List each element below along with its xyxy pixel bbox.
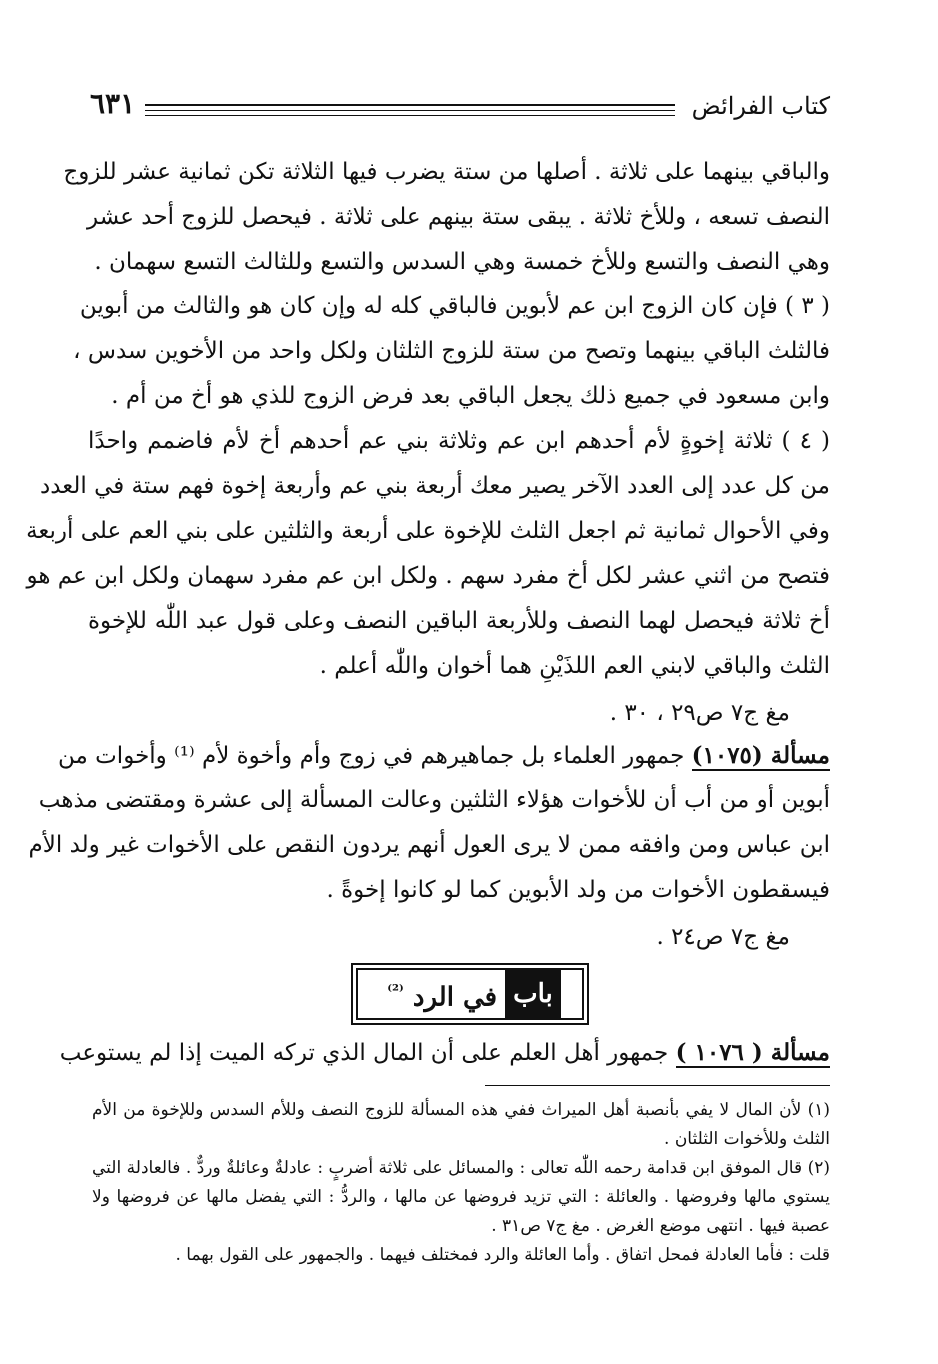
text-line: فتصح من اثني عشر لكل أخ مفرد سهم . ولكل ابن عم مفرد سهمان ولكل ابن عم هو [26, 563, 830, 589]
text-run: جمهور العلماء بل جماهيرهم في زوج وأم وأخوة لأم ⁽¹⁾ وأخوات من [58, 743, 692, 769]
chapter-heading-label: باب [505, 970, 561, 1018]
masala-1075 [28, 733, 830, 961]
header-rule [145, 110, 675, 111]
header-rule [145, 104, 675, 106]
text-line: أبوين أو من أب أن للأخوات هؤلاء الثلثين وعالت المسألة إلى عشرة ومقتضى مذهب [38, 787, 830, 813]
text-line: والباقي بينهما على ثلاثة . أصلها من ستة يضرب فيها الثلاثة تكن ثمانية عشر للزوج [63, 159, 830, 185]
chapter-heading [356, 968, 584, 1020]
page-header [90, 84, 830, 128]
masala-label: مسألة ( ١٠٧٦ ) [675, 1039, 830, 1066]
text-run: جمهور أهل العلم على أن المال الذي تركه الميت إذا لم يستوعب [59, 1040, 676, 1066]
masala-1076 [59, 1030, 830, 1075]
page-number: ٦٣١ [90, 87, 136, 120]
text-line: فيسقطون الأخوات من ولد الأبوين كما لو كانوا إخوةً . [326, 877, 830, 903]
text-line: ( ٤ ) ثلاثة إخوةٍ لأم أحدهم ابن عم وثلاثة بني عم أحدهم أخ لأم فاضمم واحدًا [88, 428, 830, 454]
text-line [58, 733, 830, 778]
chapter-heading-title [379, 967, 505, 1022]
footnote-line: قلت : فأما العادلة فمحل اتفاق . وأما العائلة والرد فمختلف فيهما . والجمهور على القول بهما . [175, 1245, 830, 1265]
footnote-separator [485, 1085, 830, 1086]
text-line: وهي النصف والتسع وللأخ خمسة وهي السدس والتسع وللثالث التسع سهمان . [94, 249, 830, 275]
text-line: النصف تسعه ، وللأخ ثلاثة . يبقى ستة بينهم على ثلاثة . فيحصل للزوج أحد عشر [87, 204, 830, 230]
footnote-line: عصبة فيها . انتهى موضع الغرض . مغ ج٧ ص٣١ . [491, 1216, 830, 1236]
running-title: كتاب الفرائض [691, 92, 830, 120]
paragraph-continuation [63, 150, 830, 285]
text-line: فالثلث الباقي بينهما وتصح من ستة للزوج الثلثان ولكل واحد من الأخوين سدس ، [73, 338, 830, 364]
header-rule [145, 115, 675, 116]
text-line: الثلث والباقي لابني العم اللذَيْنِ هما أخوان واللّٰه أعلم . [319, 653, 830, 679]
text-line: ابن عباس ومن وافقه ممن لا يرى العول أنهم يردون النقص على الأخوات غير ولد الأم [28, 832, 830, 858]
footnote-line: الثلث وللأخوات الثلثان . [664, 1129, 830, 1149]
text-line: وفي الأحوال ثمانية ثم اجعل الثلث للإخوة على أربعة والثلثين على بني العم على أربعة [26, 518, 830, 544]
chapter-title-text: في الرد [412, 982, 498, 1013]
paragraph-case-3 [73, 284, 830, 419]
text-line: وابن مسعود في جميع ذلك يجعل الباقي بعد فرض الزوج للذي هو أخ من أم . [111, 383, 830, 409]
source-reference: مغ ج٧ ص٢٤ . [656, 924, 790, 950]
footnote-line: يستوي مالها وفروضها . والعائلة : التي تزيد فروضها عن مالها ، والردُّ : التي يفضل مالها عن فروضها ولا [92, 1187, 830, 1207]
paragraph-case-4 [26, 419, 830, 737]
footnote-marker: ⁽²⁾ [387, 980, 404, 1000]
footnotes [92, 1096, 830, 1270]
text-line: أخ ثلاثة فيحصل لهما النصف وللأربعة الباقين النصف وعلى قول عبد اللّٰه للإخوة [88, 608, 830, 634]
footnote-line: (١) لأن المال لا يفي بأنصبة أهل الميراث ففي هذه المسألة للزوج النصف وللأم السدس وللإخوة من الأم [92, 1100, 830, 1120]
footnote-line: (٢) قال الموفق ابن قدامة رحمه اللّٰه تعالى : والمسائل على ثلاثة أضربٍ : عادلةٌ وعائلةٌ وردٌّ . فالعادلة التي [92, 1158, 830, 1178]
text-line: ( ٣ ) فإن كان الزوج ابن عم لأبوين فالباقي كله له وإن كان هو والثالث من أبوين [79, 293, 830, 319]
text-line [59, 1030, 830, 1075]
masala-label: مسألة (١٠٧٥) [691, 742, 830, 769]
text-line: من كل عدد إلى العدد الآخر يصير معك أربعة بني عم وأربعة إخوة فهم ستة في العدد [39, 473, 830, 499]
source-reference: مغ ج٧ ص٢٩ ، ٣٠ . [609, 700, 790, 726]
